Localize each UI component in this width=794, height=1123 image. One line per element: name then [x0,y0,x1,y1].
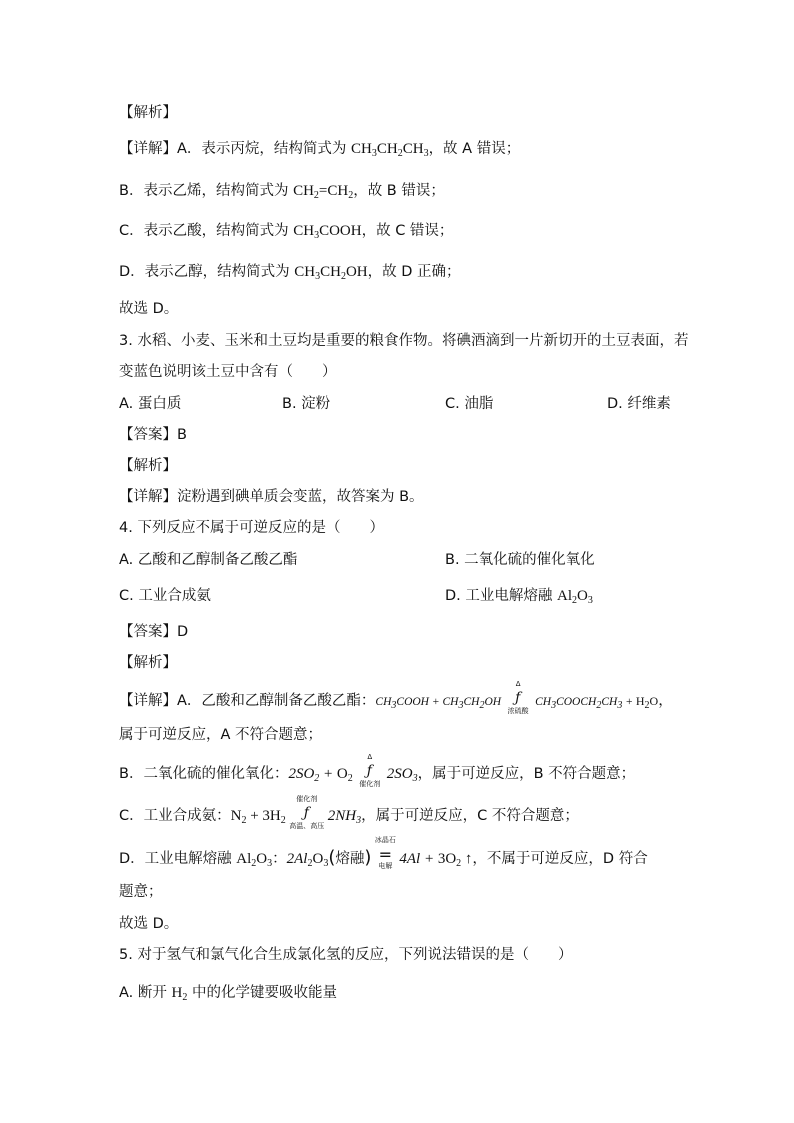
q4-detail-c [119,795,684,830]
q4-detail-a: 【详解】A．乙酸和乙醇制备乙酸乙酯：$CH_3COOH + CH_3CH_2OH$ Δ ƒ 浓硫酸 $CH_3COOCH_2CH_3 + H_2O$， [119,680,673,715]
catalyst-label: 催化剂 [359,780,381,788]
q3-option-d: D. 纤维素 [607,396,671,412]
q4-detail-d: D．工业电解熔融 $Al_2O_3$：$2Al_2O_3$(熔融) 冰晶石 = 电解 $4Al + 3O_2$ ↑，不属于可逆反应，D 符合 [119,836,648,870]
q3-stem-line2: 变蓝色说明该土豆中含有（ ） [119,364,337,380]
electrolysis-reactant-oxide: $_2O_3$ [307,851,329,869]
q4-analysis-header: 【解析】 [119,655,177,671]
detail-a-suffix: ，故 A 错误； [428,141,521,157]
alumina-formula: $Al_2O_3$ [236,851,273,869]
ammonia-product: $2NH_3$ [327,808,362,826]
detail-c-suffix: ，故 C 错误； [361,223,454,239]
q3-detail: 【详解】淀粉遇到碘单质会变蓝，故答案为 B。 [119,489,424,505]
q5-option-a-suffix: 中的化学键要吸收能量 [187,985,337,1001]
q4-stem: 4. 下列反应不属于可逆反应的是（ ） [119,520,384,536]
detail-option-d [119,262,684,282]
esterification-products: $CH_3COOCH_2CH_3$ + [535,696,636,711]
electrolysis-label: 电解 [378,862,393,870]
choose-answer-1: 故选 D。 [119,301,179,317]
reversible-arrow-icon: ƒ [515,690,521,706]
detail-option-a [119,139,684,159]
so2-oxidation-reactants: $2SO_2$ + [288,766,337,784]
q4-option-a: A. 乙酸和乙醇制备乙酸乙酯 [119,552,298,568]
catalyst-label: 催化剂 [296,795,318,803]
hydrogen-formula: $H_2$ [171,985,188,1003]
melt-open-paren: ( [328,847,336,868]
cryolite-label: 冰晶石 [374,836,396,844]
oxygen-formula: $O_2$ [336,766,353,784]
q3-option-b: B. 淀粉 [282,396,331,412]
detail-c-prefix: C．表示乙酸，结构简式为 [119,223,294,239]
q4-detail-b-suffix: ，属于可逆反应，B 不符合题意； [417,766,636,782]
alumina-formula: $Al_2O_3$ [557,588,593,606]
q3-option-a: A. 蛋白质 [119,396,182,412]
q4-answer: 【答案】D [119,624,189,640]
q3-analysis-header: 【解析】 [119,458,177,474]
detail-d-suffix: ，故 D 正确； [367,264,461,280]
detail-option-b [119,181,684,201]
water-formula: $H_2O$ [635,694,659,711]
so3-product: $2SO_3$ [386,766,418,784]
analysis-header: 【解析】 [119,105,177,121]
q4-detail-c-suffix: ，属于可逆反应，C 不符合题意； [361,808,579,824]
q3-option-c: C. 油脂 [445,396,494,412]
q4-detail-d-tail: 题意； [119,884,163,900]
so2-condition [355,753,385,788]
detail-a-prefix: 【详解】A．表示丙烷，结构简式为 [119,141,352,157]
esterification-condition [503,680,533,715]
q4-detail-d-suffix: ，不属于可逆反应，D 符合 [472,851,648,867]
q4-detail-b-prefix: B．二氧化硫的催化氧化： [119,766,289,782]
ethanol-formula: $CH_3CH_2OH$ [294,264,368,282]
electrolysis-condition [373,836,397,870]
q5-stem: 5. 对于氢气和氯气化合生成氯化氢的反应，下列说法错误的是（ ） [119,947,573,963]
detail-b-suffix: ，故 B 错误； [353,183,445,199]
q4-detail-a-prefix: 【详解】A．乙酸和乙醇制备乙酸乙酯： [119,693,376,709]
q3-stem-line1: 3. 水稻、小麦、玉米和土豆均是重要的粮食作物。将碘酒滴到一片新切开的土豆表面，若 [119,333,689,349]
q4-option-d [445,586,593,606]
equals-sign-icon: = [378,845,393,864]
detail-option-c [119,221,684,241]
haber-reactants: $N_2 + 3H_2$ [230,808,286,826]
electrolysis-reactant: 2Al [286,851,308,867]
q4-option-b: B. 二氧化硫的催化氧化 [445,552,595,568]
melt-close-paren: ) [364,847,372,868]
acetic-acid-formula: $CH_3COOH$ [293,223,362,241]
high-temp-pressure-label: 高温、高压 [289,822,325,830]
q3-answer: 【答案】B [119,427,187,443]
heat-label: Δ [367,753,373,761]
reversible-arrow-icon: ƒ [303,805,309,821]
detail-d-prefix: D．表示乙醇，结构简式为 [119,264,295,280]
q4-detail-c-prefix: C．工业合成氨： [119,808,231,824]
electrolysis-products: 4Al + [399,851,438,867]
q5-option-a-prefix: A. 断开 [119,985,172,1001]
reversible-arrow-icon: ƒ [366,763,372,779]
heat-label: Δ [515,680,521,688]
haber-condition [288,795,326,830]
esterification-reactants: $CH_3COOH + CH_3CH_2OH$ [375,696,502,711]
q4-choose: 故选 D。 [119,916,179,932]
ethylene-formula: $CH_2=CH_2$ [293,183,354,201]
q4-option-c: C. 工业合成氨 [119,588,211,604]
propane-formula: $CH_3CH_2CH_3$ [351,141,429,159]
q5-option-a [119,983,684,1003]
detail-b-prefix: B．表示乙烯，结构简式为 [119,183,294,199]
q4-detail-a-tail: 属于可逆反应，A 不符合题意； [119,727,323,743]
q4-detail-d-prefix: D．工业电解熔融 [119,851,237,867]
conc-acid-label: 浓硫酸 [507,707,529,715]
q4-detail-b [119,753,684,788]
melt-label: 熔融 [335,851,365,867]
oxygen-gas-formula: $3O_2$ ↑ [437,851,473,869]
q4-option-d-label: D. 工业电解熔融 [445,588,557,604]
